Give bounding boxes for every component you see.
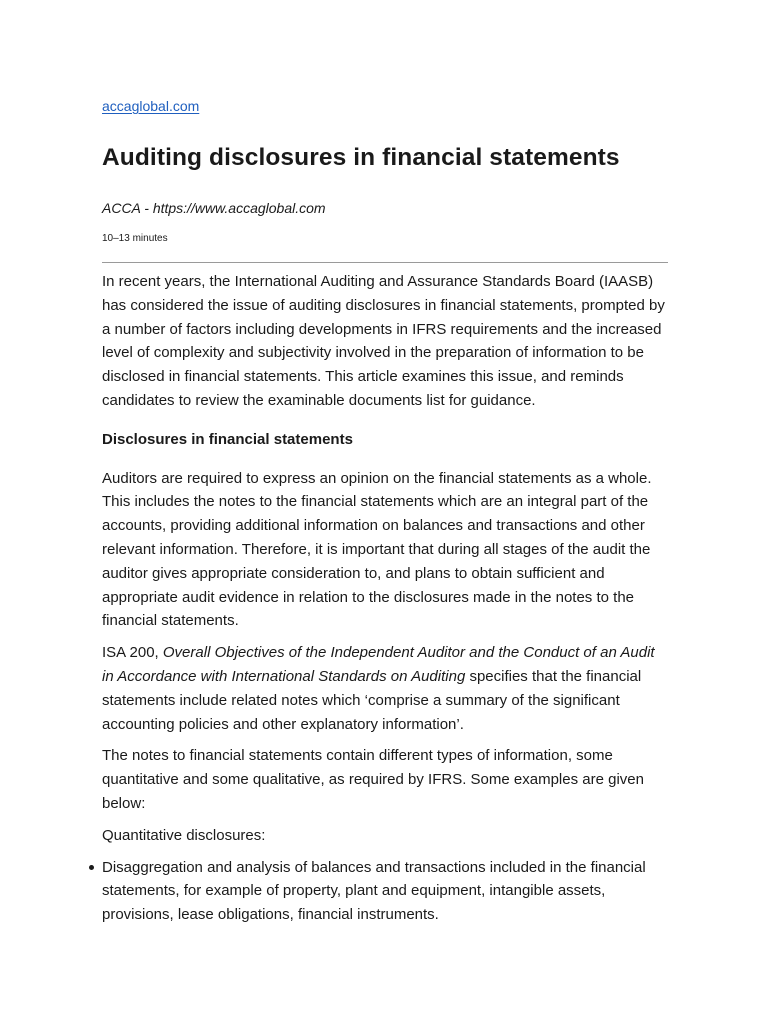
isa-title: Overall Objectives of the Independent Auditor and the Conduct of an Audit in Accordance with International Standards on Auditing (102, 644, 655, 685)
bullet-icon (89, 865, 94, 870)
list-item-text: Disaggregation and analysis of balances and transactions included in the financial statements, for example of property, plant and equipment, intangible assets, provisions, lease obligations, financial instruments. (102, 858, 646, 924)
page-title: Auditing disclosures in financial statements (102, 144, 620, 171)
article-body (102, 270, 668, 927)
byline: ACCA - https://www.accaglobal.com (102, 200, 326, 216)
source-link[interactable]: accaglobal.com (102, 98, 200, 114)
quantitative-label: Quantitative disclosures: (102, 826, 266, 844)
reading-time: 10–13 minutes (102, 233, 168, 244)
intro-paragraph: In recent years, the International Auditing and Assurance Standards Board (IAASB) has considered the issue of auditing disclosures in financial statements, prompted by a number of factors including developments in IFRS requirements and the increased level of complexity and subjectivity involved in the preparation of information to be disclosed in financial statements. This article examines this issue, and reminds candidates to review the examinable documents list for guidance. (102, 273, 665, 409)
notes-paragraph: The notes to financial statements contain different types of information, some quantitative and some qualitative, as required by IFRS. Some examples are given below: (102, 747, 644, 812)
auditors-paragraph: Auditors are required to express an opinion on the financial statements as a whole. This includes the notes to the financial statements which are an integral part of the accounts, providing additional information on balances and transactions and other relevant information. Therefore, it is important that during all stages of the audit the auditor gives appropriate consideration to, and plans to obtain sufficient and appropriate audit evidence in relation to the disclosures made in the notes to the financial statements. (102, 469, 652, 630)
header-divider (102, 262, 668, 263)
quantitative-list (102, 856, 668, 927)
list-item (102, 856, 668, 927)
isa-paragraph (102, 641, 668, 736)
section-heading: Disclosures in financial statements (102, 430, 353, 448)
isa-suffix: specifies that the financial statements include related notes which ‘comprise a summary of the significant accounting policies and other explanatory information’. (102, 667, 642, 733)
isa-prefix: ISA 200, (102, 644, 163, 662)
